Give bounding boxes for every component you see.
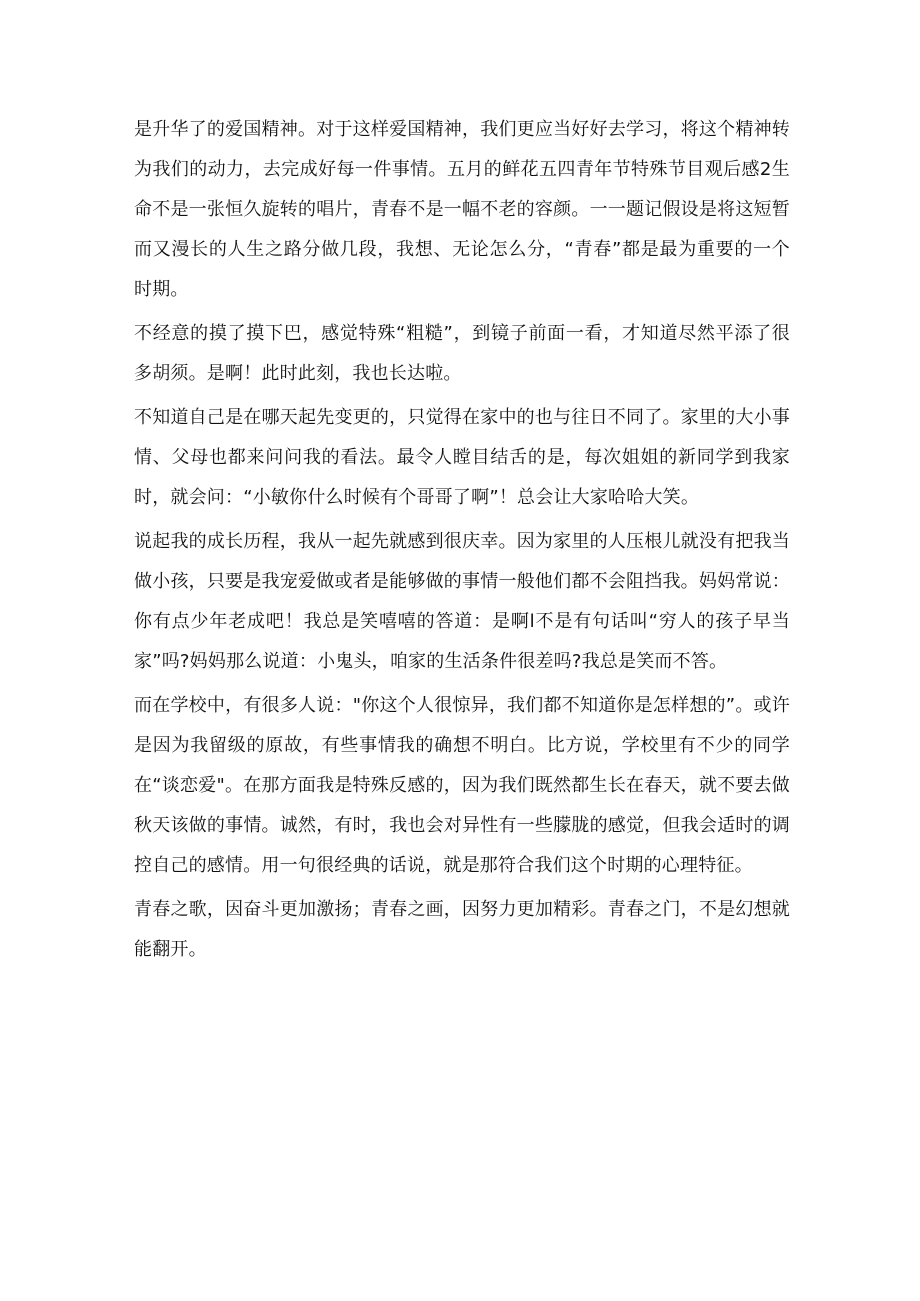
paragraph-6: 青春之歌，因奋斗更加激扬；青春之画，因努力更加精彩。青春之门，不是幻想就能翻开。: [134, 899, 790, 960]
paragraph-1: 是升华了的爱国精神。对于这样爱国精神，我们更应当好好去学习，将这个精神转为我们的动力，去完成好每一件事情。五月的鲜花五四青年节特殊节目观后感2生命不是一张恒久旋转的唱片，青春不是一幅不老的容颜。一一题记假设是将这短暂而又漫长的人生之路分做几段，我想、无论怎么分，“青春”都是最为重要的一个时期。: [134, 119, 790, 300]
paragraph-3: 不知道自己是在哪天起先变更的，只觉得在家中的也与往日不同了。家里的大小事情、父母也都来问问我的看法。最令人瞠目结舌的是，每次姐姐的新同学到我家时，就会问：“小敏你什么时候有个哥哥了啊”！总会让大家哈哈大笑。: [134, 407, 790, 508]
paragraph-5: 而在学校中，有很多人说："你这个人很惊异，我们都不知道你是怎样想的”。或许是因为我留级的原故，有些事情我的确想不明白。比方说，学校里有不少的同学在“谈恋爱"。在那方面我是特殊反感的，因为我们既然都生长在春天，就不要去做秋天该做的事情。诚然，有时，我也会对异性有一些朦胧的感觉，但我会适时的调控自己的感情。用一句很经典的话说，就是那符合我们这个时期的心理特征。: [134, 695, 790, 876]
document-body: [134, 110, 790, 974]
paragraph-2: 不经意的摸了摸下巴，感觉特殊“粗糙”，到镜子前面一看，才知道尽然平添了很多胡须。是啊！此时此刻，我也长达啦。: [134, 323, 790, 384]
paragraph-4: 说起我的成长历程，我从一起先就感到很庆幸。因为家里的人压根儿就没有把我当做小孩，只要是我宠爱做或者是能够做的事情一般他们都不会阻挡我。妈妈常说：你有点少年老成吧！我总是笑嘻嘻的答道：是啊l不是有句话叫“穷人的孩子早当家”吗?妈妈那么说道：小鬼头，咱家的生活条件很差吗?我总是笑而不答。: [134, 531, 790, 672]
